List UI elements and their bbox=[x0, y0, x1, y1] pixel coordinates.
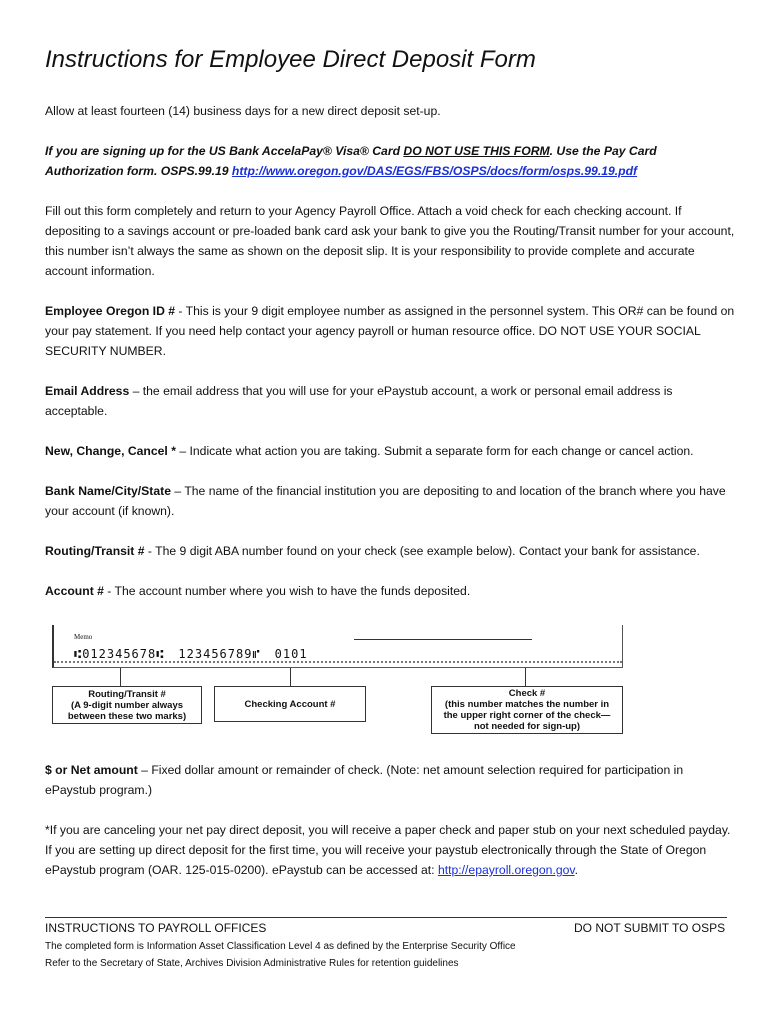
fill-out-instructions: Fill out this form completely and return to your Agency Payroll Office. Attach a void check for each checking account. If depositing to a savings account or pre-loaded bank card ask your bank to give you the Routing/Transit number for your account, this number isn’t always the same as shown on the deposit slip. It is your responsibility to provide complete and accurate account information. bbox=[45, 204, 735, 278]
field-label: Routing/Transit # bbox=[45, 544, 145, 558]
callout-line: the upper right corner of the check— bbox=[443, 710, 611, 721]
paycard-lead: If you are signing up for the US Bank AccelaPay® Visa® Card bbox=[45, 144, 404, 158]
paycard-notice bbox=[45, 141, 735, 181]
cancel-note-end: . bbox=[574, 863, 578, 877]
field-routing bbox=[45, 541, 735, 561]
account-connector bbox=[290, 668, 291, 686]
routing-connector bbox=[120, 668, 121, 686]
check-number-connector bbox=[525, 668, 526, 686]
check-perforation bbox=[54, 661, 622, 663]
callout-line: (A 9-digit number always bbox=[70, 699, 184, 711]
field-account bbox=[45, 581, 735, 601]
footer-divider bbox=[45, 917, 727, 918]
callout-line: Check # bbox=[508, 688, 546, 699]
epayroll-link[interactable]: http://epayroll.oregon.gov bbox=[437, 863, 575, 877]
callout-line: Checking Account # bbox=[244, 698, 336, 710]
cancel-note-text: *If you are canceling your net pay direct deposit, you will receive a paper check and paper stub on your next scheduled payday. If you are setting up direct deposit for the first time, you will receive your paystub electronically through the State of Oregon ePaystub program (OAR. 125-015-0200). ePaystub can be accessed at: bbox=[45, 823, 731, 877]
field-description: – the email address that you will use for your ePaystub account, a work or personal email address is acceptable. bbox=[45, 384, 673, 418]
micr-account: 123456789⑈ bbox=[178, 647, 261, 661]
field-bank bbox=[45, 481, 735, 521]
field-description: - The account number where you wish to have the funds deposited. bbox=[103, 584, 471, 598]
routing-callout bbox=[52, 686, 202, 724]
check-micr-line bbox=[74, 647, 322, 661]
paycard-rest: . Use the Pay Card Authorization form. OSPS.99.19 bbox=[45, 144, 657, 178]
field-label: New, Change, Cancel * bbox=[45, 444, 176, 458]
field-description: - The 9 digit ABA number found on your check (see example below). Contact your bank for assistance. bbox=[144, 544, 700, 558]
field-description: – Indicate what action you are taking. Submit a separate form for each change or cancel action. bbox=[175, 444, 694, 458]
field-email bbox=[45, 381, 735, 421]
field-label: Email Address bbox=[45, 384, 130, 398]
footer-classification: The completed form is Information Asset Classification Level 4 as defined by the Enterprise Security Office bbox=[45, 941, 516, 952]
field-description: – The name of the financial institution you are depositing to and location of the branch where you have your account (if known). bbox=[45, 484, 726, 518]
paycard-warning: DO NOT USE THIS FORM bbox=[403, 144, 550, 158]
micr-routing: ⑆012345678⑆ bbox=[74, 647, 165, 661]
field-label: Employee Oregon ID # bbox=[45, 304, 176, 318]
check-memo-line bbox=[354, 639, 532, 640]
callout-line: between these two marks) bbox=[67, 710, 187, 722]
net-amount-field bbox=[45, 760, 735, 800]
callout-line: not needed for sign-up) bbox=[473, 721, 581, 732]
page-title: Instructions for Employee Direct Deposit Form bbox=[45, 46, 536, 73]
check-number-callout bbox=[431, 686, 623, 734]
footer-do-not-submit: DO NOT SUBMIT TO OSPS bbox=[574, 921, 726, 935]
field-label: $ or Net amount bbox=[45, 763, 138, 777]
field-action bbox=[45, 441, 735, 461]
callout-line: (this number matches the number in bbox=[444, 699, 610, 710]
check-memo-label: Memo bbox=[74, 633, 93, 641]
footer-retention: Refer to the Secretary of State, Archives Division Administrative Rules for retention guidelines bbox=[45, 958, 459, 969]
micr-check-number: 0101 bbox=[274, 647, 308, 661]
paycard-form-link[interactable]: http://www.oregon.gov/DAS/EGS/FBS/OSPS/docs/form/osps.99.19.pdf bbox=[231, 164, 638, 178]
field-description: – Fixed dollar amount or remainder of check. (Note: net amount selection required for participation in ePaystub program.) bbox=[45, 763, 684, 797]
callout-line: Routing/Transit # bbox=[88, 688, 166, 700]
field-employee-id bbox=[45, 301, 735, 361]
footer-heading: INSTRUCTIONS TO PAYROLL OFFICES bbox=[45, 921, 267, 935]
field-label: Account # bbox=[45, 584, 104, 598]
account-callout bbox=[214, 686, 366, 722]
intro-text: Allow at least fourteen (14) business days for a new direct deposit set-up. bbox=[45, 104, 441, 118]
sample-check bbox=[52, 625, 623, 668]
cancel-note bbox=[45, 820, 735, 880]
field-description: - This is your 9 digit employee number as assigned in the personnel system. This OR# can be found on your pay statement. If you need help contact your agency payroll or human resource office. DO NOT USE YOUR SOCIAL SECURITY NUMBER. bbox=[45, 304, 735, 358]
field-label: Bank Name/City/State bbox=[45, 484, 171, 498]
